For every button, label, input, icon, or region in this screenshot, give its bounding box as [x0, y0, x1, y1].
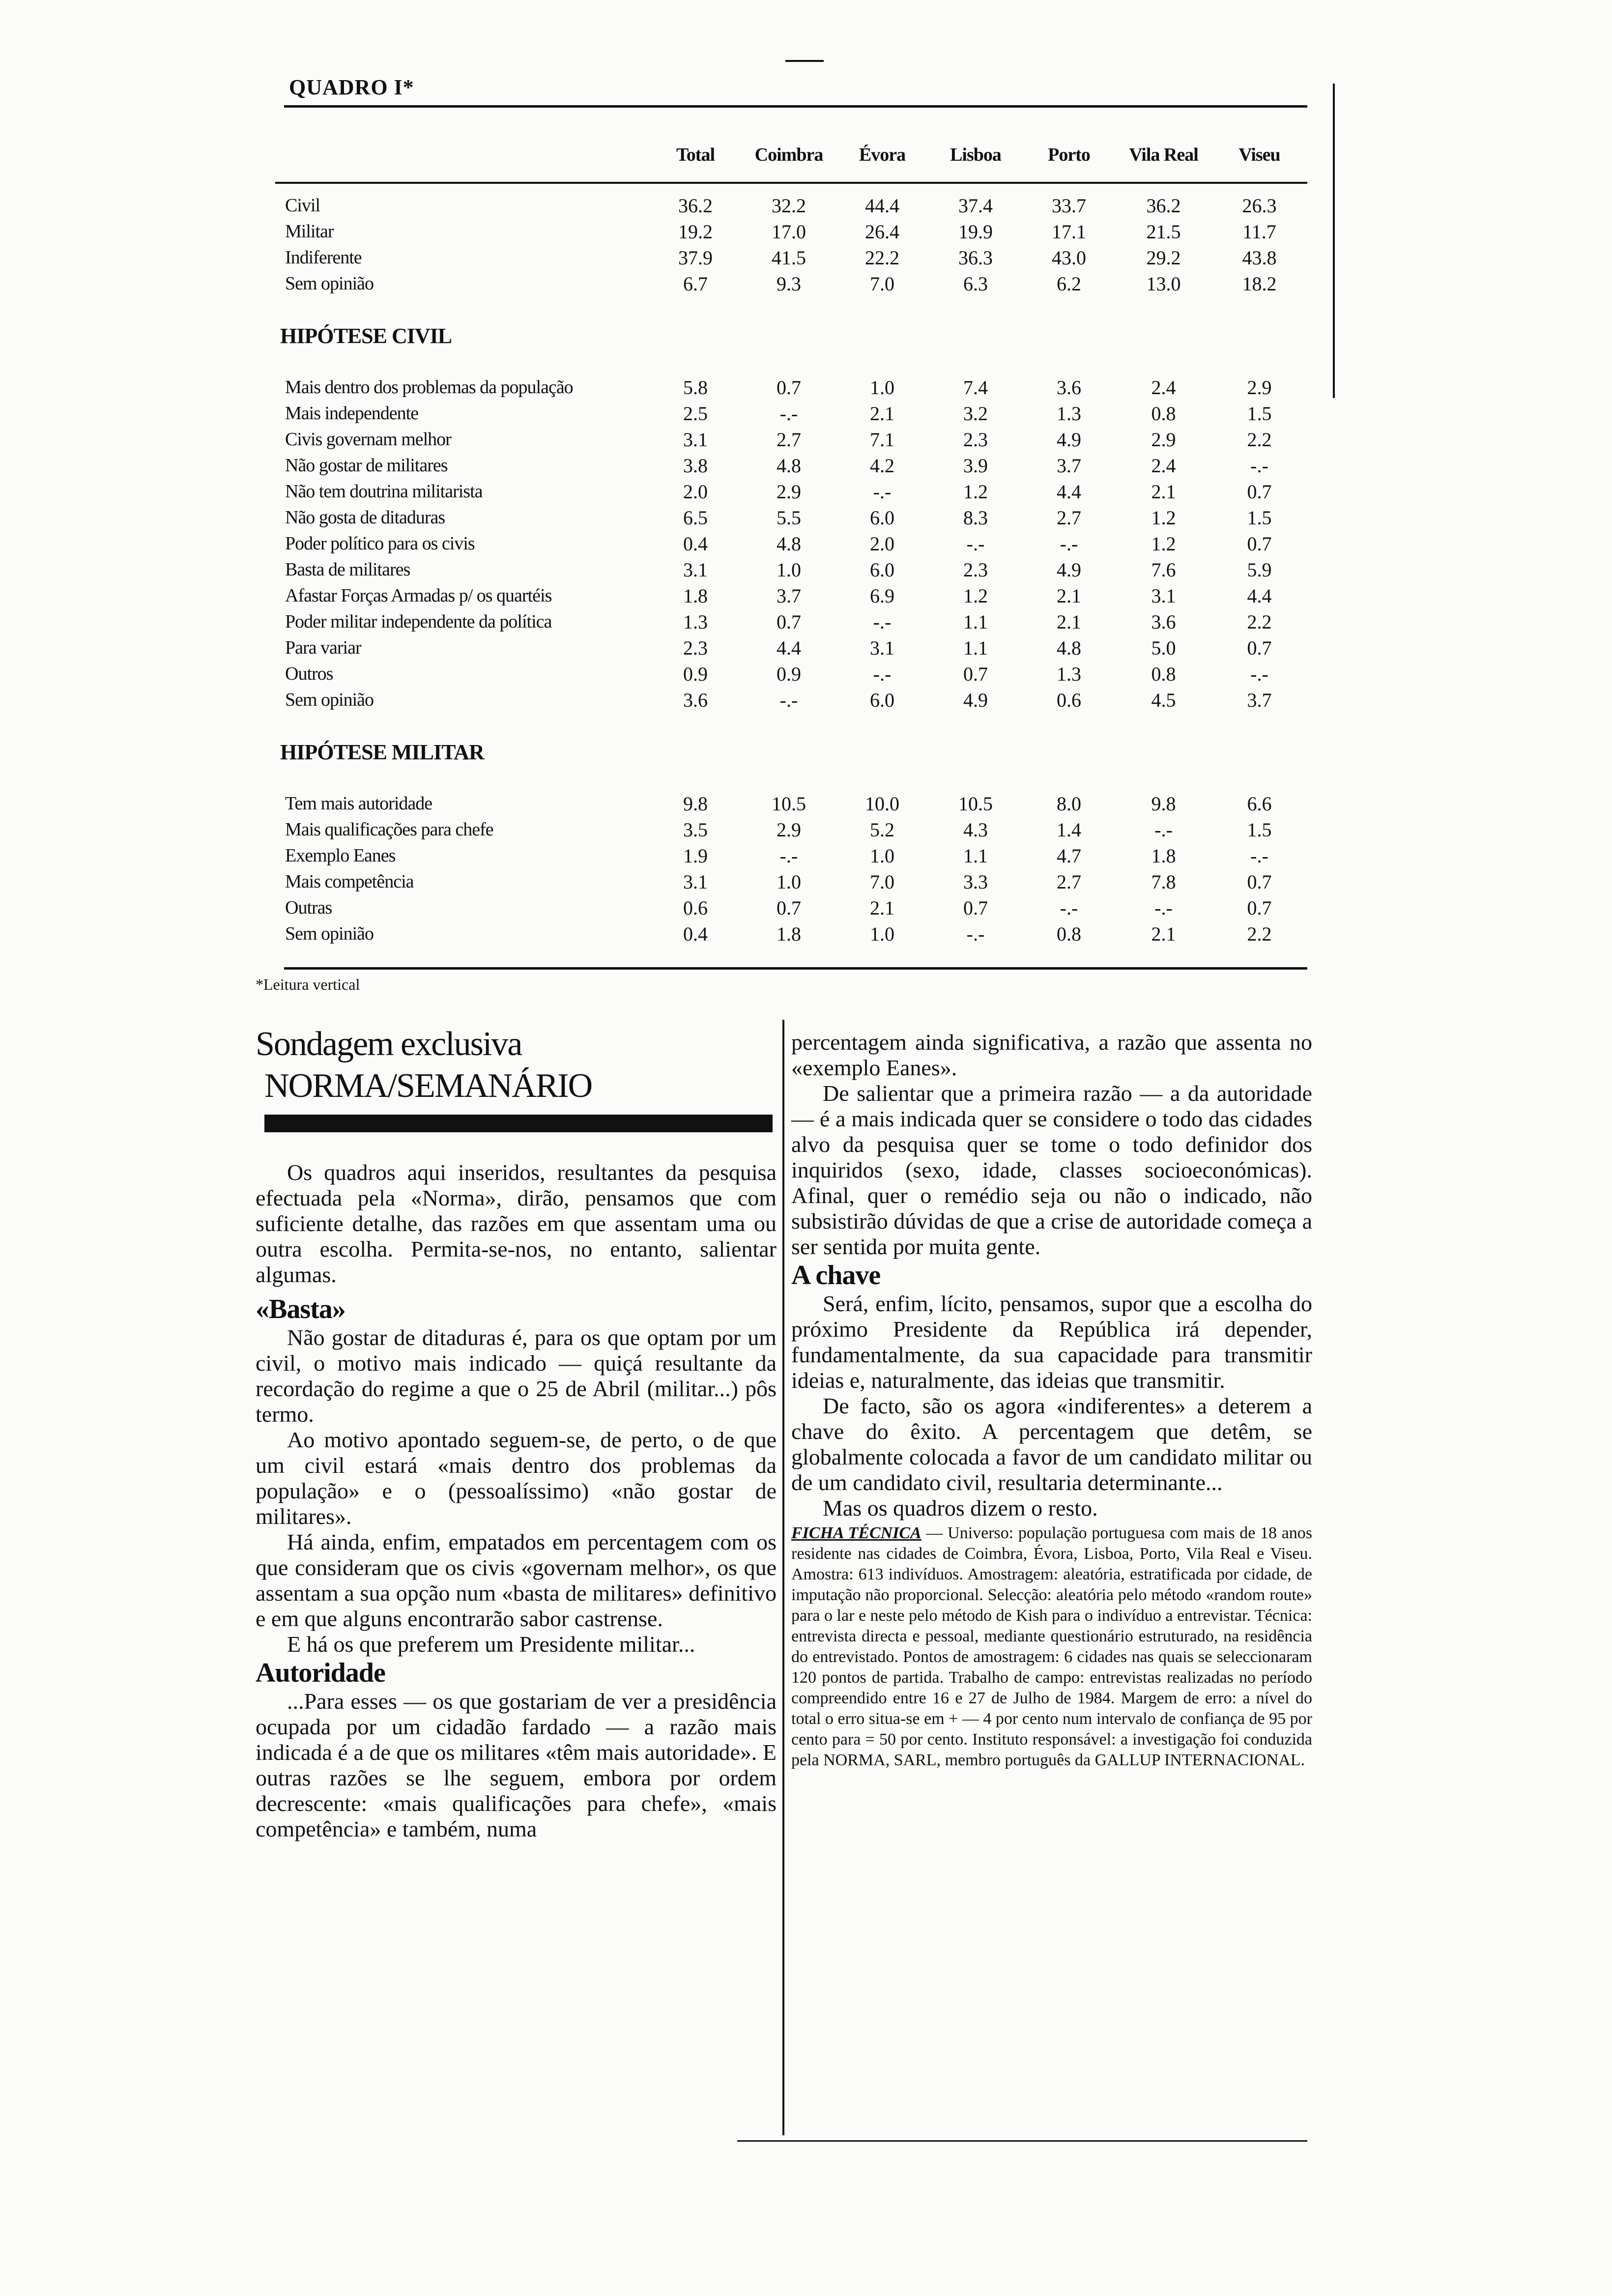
table-cell: 6.0 [870, 689, 894, 711]
table-cell: 1.0 [870, 845, 894, 867]
table-row [275, 401, 1307, 427]
table-cell: 3.7 [1247, 689, 1272, 711]
table-cell: 3.1 [683, 559, 708, 581]
header-corner [275, 128, 649, 183]
table-cell: 4.9 [1057, 429, 1081, 451]
table-cell: 1.4 [1057, 819, 1081, 841]
table-cell: 1.5 [1247, 402, 1272, 425]
table-cell: 1.0 [777, 559, 801, 581]
table-cell: -.- [966, 533, 985, 555]
table-cell: 0.7 [1247, 637, 1272, 659]
row-label: Civil [285, 195, 320, 216]
table-cell: 7.4 [963, 376, 988, 399]
table-row [275, 193, 1307, 219]
table-row [275, 661, 1307, 687]
row-label: Exemplo Eanes [285, 845, 396, 866]
table-cell: 0.9 [683, 663, 708, 685]
table-cell: 13.0 [1146, 273, 1181, 295]
table-cell: 6.5 [683, 507, 708, 529]
table-cell: 43.8 [1242, 247, 1277, 269]
table-cell: -.- [1154, 897, 1173, 919]
column-header: Coimbra [754, 144, 823, 165]
row-label: Civis governam melhor [285, 429, 451, 450]
table-cell: 2.4 [1151, 455, 1176, 477]
table-cell: 2.2 [1247, 429, 1272, 451]
table-cell: -.- [1250, 845, 1268, 867]
ficha-text: — Universo: população portuguesa com mais de 18 anos residente nas cidades de Coimbra, Évora, Lisboa, Porto, Vila Real e Viseu. Amostra: 613 indivíduos. Amostragem: aleatória, estratificada por cidade, de imputação não proporcional. Selecção: aleatória pelo método «random route» para o lar e neste pelo método de Kish para o indivíduo a entrevistar. Técnica: entrevista directa e pessoal, mediante questionário estruturado, na residência do entrevistado. Pontos de amostragem: 6 cidades nas quais se seleccionaram 120 pontos de partida. Trabalho de campo: entrevistas realizadas no período compreendido entre 16 e 27 de Julho de 1984. Margem de erro: a nível do total o erro situa-se em + — 4 por cento num intervalo de confiança de 95 por cento para = 50 por cento. Instituto responsável: a investigação foi conduzida pela NORMA, SARL, membro português da GALLUP INTERNACIONAL. [791, 1524, 1313, 1769]
table-cell: 7.0 [870, 871, 894, 893]
table-cell: 2.2 [1247, 923, 1272, 945]
table-row [275, 479, 1307, 505]
table-cell: 3.6 [1057, 376, 1081, 399]
table-cell: 2.7 [1057, 871, 1081, 893]
table-row [275, 505, 1307, 531]
table-cell: 4.3 [963, 819, 988, 841]
table-cell: -.- [779, 845, 798, 867]
subhead-basta: «Basta» [256, 1294, 345, 1324]
column-header: Vila Real [1129, 144, 1198, 165]
table-cell: 2.9 [1151, 429, 1176, 451]
row-label: Afastar Forças Armadas p/ os quartéis [285, 585, 552, 606]
table-cell: 1.1 [963, 845, 988, 867]
row-label: Sem opinião [285, 689, 374, 710]
table-row [275, 791, 1307, 817]
table-cell: 4.9 [963, 689, 988, 711]
table-cell: -.- [1060, 897, 1078, 919]
table-cell: 6.0 [870, 507, 894, 529]
table-cell: 4.5 [1151, 689, 1176, 711]
table-cell: 8.0 [1057, 793, 1081, 815]
table-cell: 3.7 [777, 585, 801, 607]
table-cell: 2.9 [777, 819, 801, 841]
table-cell: 5.5 [777, 507, 801, 529]
paragraph: Será, enfim, lícito, pensamos, supor que a escolha do próximo Presidente da República irá depender, fundamentalmente, da sua capacidade para transmitir ideias e, naturalmente, das ideias que transmitir. [791, 1291, 1312, 1393]
table-cell: 11.7 [1242, 221, 1276, 243]
table-cell: 2.9 [777, 481, 801, 503]
quadro-title: QUADRO I* [289, 75, 414, 99]
table-cell: 2.7 [1057, 507, 1081, 529]
table-cell: 3.1 [683, 871, 708, 893]
ficha-tecnica [791, 1523, 1312, 1771]
section-row [275, 713, 1307, 791]
table-row [275, 245, 1307, 271]
table-cell: 1.2 [1151, 507, 1176, 529]
quadro-table-block [275, 128, 1307, 947]
table-cell: 4.8 [1057, 637, 1081, 659]
table-row [275, 609, 1307, 635]
table-cell: 2.1 [1057, 611, 1081, 633]
table-cell: 3.1 [870, 637, 894, 659]
paragraph: ...Para esses — os que gostariam de ver a presidência ocupada por um cidadão fardado — a razão mais indicada é a de que os militares «têm mais autoridade». E outras razões se lhe seguem, embora por ordem decrescente: «mais qualificações para chefe», «mais competência» e também, numa [256, 1689, 777, 1841]
table-cell: 3.7 [1057, 455, 1081, 477]
table-cell: 43.0 [1052, 247, 1086, 269]
row-label: Não gostar de militares [285, 455, 448, 476]
table-cell: 9.8 [1151, 793, 1176, 815]
table-cell: 6.7 [683, 273, 708, 295]
row-label: Sem opinião [285, 923, 374, 944]
ficha-heading: FICHA TÉCNICA [791, 1524, 921, 1542]
table-cell: 17.0 [772, 221, 806, 243]
row-label: Tem mais autoridade [285, 793, 432, 814]
article-right-column [791, 1030, 1312, 1771]
table-cell: 10.5 [958, 793, 993, 815]
row-label: Militar [285, 221, 334, 242]
column-header: Porto [1048, 144, 1090, 165]
table-cell: 3.6 [683, 689, 708, 711]
row-label: Indiferente [285, 247, 362, 268]
table-cell: 33.7 [1052, 195, 1086, 217]
table-row [275, 271, 1307, 297]
table-row [275, 843, 1307, 869]
top-rule [785, 60, 824, 62]
article-left-column [256, 1160, 777, 1842]
table-cell: 0.7 [777, 611, 801, 633]
table-cell: 9.3 [777, 273, 801, 295]
table-cell: 29.2 [1146, 247, 1181, 269]
table-cell: 0.4 [683, 923, 708, 945]
table-cell: 4.4 [1057, 481, 1081, 503]
table-cell: 2.2 [1247, 611, 1272, 633]
table-cell: 10.5 [772, 793, 806, 815]
table-cell: -.- [873, 611, 892, 633]
table-cell: 0.7 [963, 663, 988, 685]
table-cell: 0.8 [1151, 663, 1176, 685]
paragraph: Não gostar de ditaduras é, para os que optam por um civil, o motivo mais indicado — quiçá resultante da recordação do regime a que o 25 de Abril (militar...) pôs termo. [256, 1325, 777, 1427]
table-cell: 0.4 [683, 533, 708, 555]
table-cell: 32.2 [772, 195, 806, 217]
table-cell: 36.2 [678, 195, 713, 217]
row-label: Poder militar independente da política [285, 611, 552, 632]
table-cell: 4.8 [777, 455, 801, 477]
table-cell: -.- [1250, 663, 1268, 685]
bottom-rule [737, 2140, 1307, 2142]
subhead-chave: A chave [791, 1260, 881, 1291]
table-cell: 2.3 [963, 559, 988, 581]
paragraph: percentagem ainda significativa, a razão que assenta no «exemplo Eanes». [791, 1030, 1312, 1080]
section-title: HIPÓTESE CIVIL [280, 323, 452, 348]
table-cell: 6.0 [870, 559, 894, 581]
table-cell: 2.3 [963, 429, 988, 451]
row-label: Para variar [285, 637, 361, 658]
paragraph: E há os que preferem um Presidente militar... [287, 1632, 695, 1657]
section-title: HIPÓTESE MILITAR [280, 740, 484, 764]
row-label: Não tem doutrina militarista [285, 481, 483, 502]
table-cell: 5.9 [1247, 559, 1272, 581]
table-cell: -.- [1154, 819, 1173, 841]
headline-line1: Sondagem exclusiva [256, 1025, 522, 1063]
column-divider [782, 1020, 784, 2135]
table-cell: 36.3 [958, 247, 993, 269]
table-row [275, 869, 1307, 895]
header-row [275, 128, 1307, 183]
column-header: Viseu [1238, 144, 1280, 165]
table-cell: 3.8 [683, 455, 708, 477]
column-header: Total [676, 144, 715, 165]
table-cell: 2.7 [777, 429, 801, 451]
table-cell: 1.3 [1057, 663, 1081, 685]
table-cell: 4.9 [1057, 559, 1081, 581]
table-row [275, 583, 1307, 609]
table-cell: 19.9 [958, 221, 993, 243]
table-cell: -.- [779, 402, 798, 425]
table-row [275, 531, 1307, 557]
table-cell: 3.2 [963, 402, 988, 425]
table-cell: 0.7 [777, 376, 801, 399]
headline-bar [264, 1115, 773, 1132]
table-cell: 1.5 [1247, 507, 1272, 529]
title-rule [284, 105, 1307, 108]
table-cell: 1.9 [683, 845, 708, 867]
table-cell: 19.2 [678, 221, 713, 243]
table-cell: 2.0 [683, 481, 708, 503]
table-cell: 0.7 [1247, 481, 1272, 503]
table-cell: 3.6 [1151, 611, 1176, 633]
table-cell: 37.9 [678, 247, 713, 269]
headline-line2: NORMA/SEMANÁRIO [264, 1067, 592, 1105]
header-rule-row [275, 183, 1307, 193]
table-row [275, 817, 1307, 843]
table-cell: 4.4 [777, 637, 801, 659]
table-cell: 1.3 [683, 611, 708, 633]
table-cell: 2.3 [683, 637, 708, 659]
table-cell: 2.9 [1247, 376, 1272, 399]
table-cell: 7.0 [870, 273, 894, 295]
table-cell: 0.7 [963, 897, 988, 919]
table-cell: 6.6 [1247, 793, 1272, 815]
table-cell: -.- [779, 689, 798, 711]
table-cell: 36.2 [1146, 195, 1181, 217]
table-cell: 9.8 [683, 793, 708, 815]
table-cell: 1.2 [963, 481, 988, 503]
table-cell: 2.1 [1151, 481, 1176, 503]
table-cell: 4.8 [777, 533, 801, 555]
table-cell: 4.4 [1247, 585, 1272, 607]
table-cell: 3.1 [1151, 585, 1176, 607]
table-cell: 3.3 [963, 871, 988, 893]
table-cell: 37.4 [958, 195, 993, 217]
table-cell: 1.0 [777, 871, 801, 893]
table-cell: 1.3 [1057, 402, 1081, 425]
intro-paragraph: Os quadros aqui inseridos, resultantes da pesquisa efectuada pela «Norma», dirão, pensamos que com suficiente detalhe, das razões em que assentam uma ou outra escolha. Permita-se-nos, no entanto, salientar algumas. [256, 1160, 777, 1287]
table-cell: 2.1 [870, 897, 894, 919]
table-cell: 2.1 [1151, 923, 1176, 945]
table-cell: 7.1 [870, 429, 894, 451]
table-cell: 1.5 [1247, 819, 1272, 841]
row-label: Mais competência [285, 871, 414, 892]
table-cell: 2.0 [870, 533, 894, 555]
table-cell: 44.4 [865, 195, 899, 217]
table-cell: 22.2 [865, 247, 899, 269]
table-cell: 3.9 [963, 455, 988, 477]
table-cell: 1.1 [963, 611, 988, 633]
table-cell: 2.1 [870, 402, 894, 425]
column-header: Lisboa [950, 144, 1001, 165]
table-footnote: *Leitura vertical [256, 976, 360, 993]
table-cell: 5.2 [870, 819, 894, 841]
paragraph: De salientar que a primeira razão — a da autoridade — é a mais indicada quer se considere o todo das cidades alvo da pesquisa quer se tome o todo definidor dos inquiridos (sexo, idade, classes socioeconómicas). Afinal, quer o remédio seja ou não o indicado, não subsistirão dúvidas de que a crise de autoridade começa a ser sentida por muita gente. [791, 1081, 1312, 1259]
table-cell: 18.2 [1242, 273, 1277, 295]
row-label: Sem opinião [285, 273, 374, 294]
table-cell: 8.3 [963, 507, 988, 529]
table-cell: 5.0 [1151, 637, 1176, 659]
row-label: Mais independente [285, 403, 419, 424]
table-cell: 6.3 [963, 273, 988, 295]
table-cell: -.- [966, 923, 985, 945]
row-label: Mais dentro dos problemas da população [285, 377, 573, 398]
table-row [275, 453, 1307, 479]
table-cell: 0.8 [1151, 402, 1176, 425]
paragraph: Há ainda, enfim, empatados em percentagem com os que consideram que os civis «governam melhor», os que assentam a sua opção num «basta de militares» definitivo e em que alguns encontrarão sabor castrense. [256, 1529, 777, 1631]
table-bottom-rule [284, 967, 1307, 970]
table-cell: 0.7 [1247, 533, 1272, 555]
table-cell: 0.8 [1057, 923, 1081, 945]
row-label: Basta de militares [285, 559, 410, 580]
table-cell: 26.3 [1242, 195, 1277, 217]
table-row [275, 895, 1307, 921]
table-cell: -.- [1060, 533, 1078, 555]
table-cell: 6.9 [870, 585, 894, 607]
table-cell: 41.5 [772, 247, 806, 269]
row-label: Não gosta de ditaduras [285, 507, 445, 528]
table-row [275, 921, 1307, 947]
table-cell: 26.4 [865, 221, 899, 243]
header-rule [275, 183, 1307, 193]
column-header: Évora [859, 144, 906, 165]
subhead-autoridade: Autoridade [256, 1658, 385, 1688]
quadro-table [275, 128, 1307, 947]
table-cell: 17.1 [1052, 221, 1086, 243]
table-cell: 2.5 [683, 402, 708, 425]
table-cell: 3.1 [683, 429, 708, 451]
paragraph: De facto, são os agora «indiferentes» a deterem a chave do êxito. A percentagem que detêm, se globalmente colocada a favor de um candidato militar ou de um candidato civil, resultaria determinante... [791, 1393, 1312, 1495]
table-cell: 4.7 [1057, 845, 1081, 867]
table-cell: -.- [1250, 455, 1268, 477]
paragraph: Mas os quadros dizem o resto. [823, 1495, 1098, 1521]
row-label: Poder político para os civis [285, 533, 475, 554]
table-cell: -.- [873, 663, 892, 685]
table-row [275, 635, 1307, 661]
table-row [275, 374, 1307, 401]
table-cell: 0.7 [1247, 871, 1272, 893]
table-row [275, 687, 1307, 713]
table-cell: 0.7 [777, 897, 801, 919]
table-cell: 21.5 [1146, 221, 1181, 243]
table-cell: 10.0 [865, 793, 899, 815]
table-row [275, 427, 1307, 453]
table-cell: 1.0 [870, 923, 894, 945]
table-cell: 7.6 [1151, 559, 1176, 581]
table-cell: 6.2 [1057, 273, 1081, 295]
table-cell: 1.0 [870, 376, 894, 399]
table-cell: 7.8 [1151, 871, 1176, 893]
table-cell: 3.5 [683, 819, 708, 841]
table-cell: 0.6 [1057, 689, 1081, 711]
table-cell: 2.1 [1057, 585, 1081, 607]
table-cell: 2.4 [1151, 376, 1176, 399]
table-cell: 1.8 [683, 585, 708, 607]
row-label: Outras [285, 897, 332, 918]
table-cell: 5.8 [683, 376, 708, 399]
table-cell: 0.7 [1247, 897, 1272, 919]
row-label: Mais qualificações para chefe [285, 819, 493, 840]
table-cell: 1.8 [1151, 845, 1176, 867]
right-frame-rule [1333, 84, 1335, 398]
table-cell: 1.2 [1151, 533, 1176, 555]
table-row [275, 219, 1307, 245]
table-cell: 1.2 [963, 585, 988, 607]
paragraph: Ao motivo apontado seguem-se, de perto, o de que um civil estará «mais dentro dos problemas da população» e o (pessoalíssimo) «não gostar de militares». [256, 1427, 777, 1529]
table-cell: 1.8 [777, 923, 801, 945]
row-label: Outros [285, 663, 333, 684]
table-row [275, 557, 1307, 583]
table-cell: 0.9 [777, 663, 801, 685]
section-row [275, 297, 1307, 374]
table-cell: 1.1 [963, 637, 988, 659]
table-cell: 4.2 [870, 455, 894, 477]
table-cell: -.- [873, 481, 892, 503]
table-cell: 0.6 [683, 897, 708, 919]
